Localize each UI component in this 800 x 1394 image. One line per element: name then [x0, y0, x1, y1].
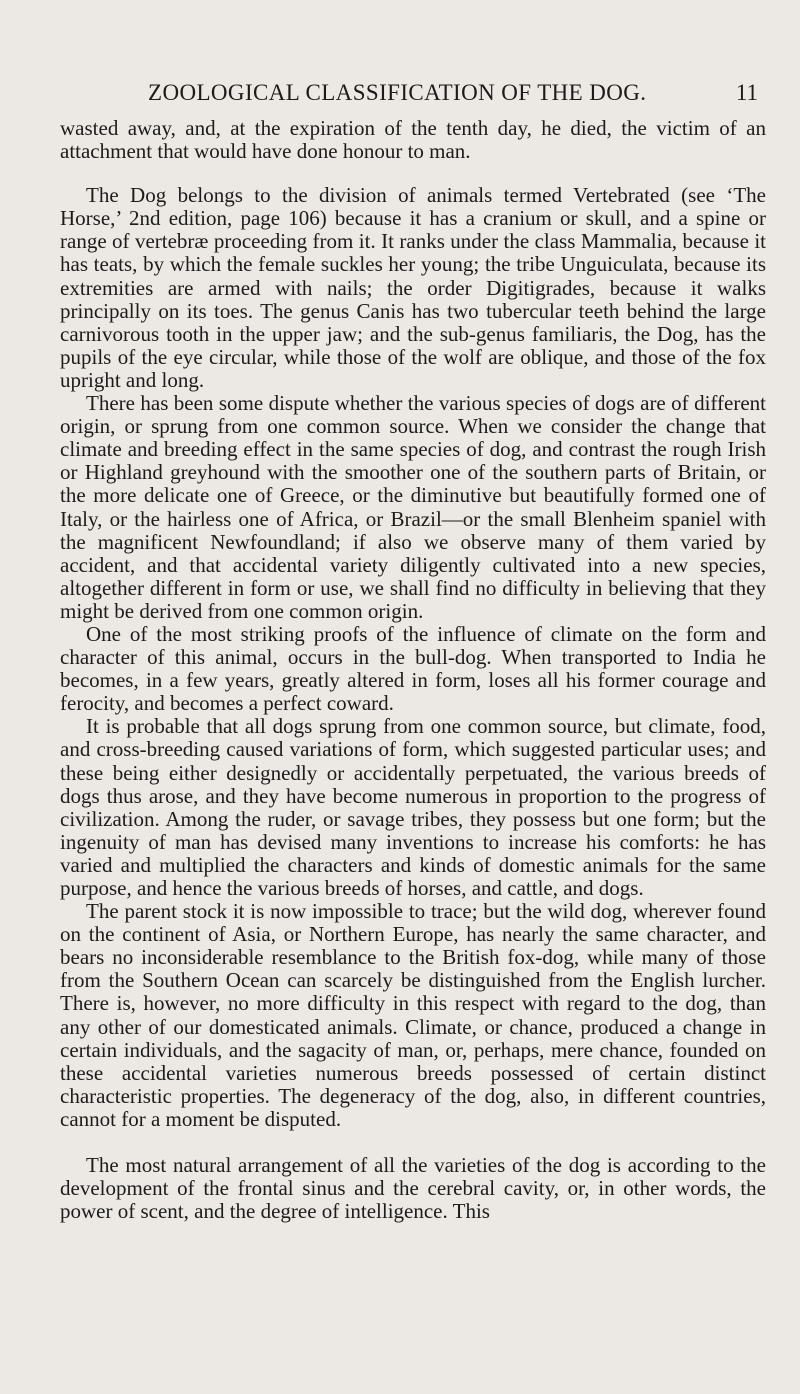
- paragraph-climate-influence: One of the most striking proofs of the influence of climate on the form and character of this animal, occurs in the bull-dog. When transported to India he becomes, in a few years, greatly altered in form, loses all his former courage and ferocity, and becomes a perfect coward.: [60, 621, 766, 716]
- paragraph-common-source: It is probable that all dogs sprung from one common source, but climate, food, and cross-breeding caused variations of form, which suggested particular uses; and these being either designedly or accidentally perpetuated, the various breeds of dogs thus arose, and they have become numerous in proportion to the progress of civilization. Among the ruder, or savage tribes, they possess but one form; but the ingenuity of man has devised many inventions to increase his comforts: he has varied and multiplied the characters and kinds of domestic animals for the same purpose, and hence the various breeds of horses, and cattle, and dogs.: [60, 714, 766, 900]
- page-number: 11: [735, 80, 758, 105]
- body-text: [60, 117, 766, 1223]
- paragraph-classification: The Dog belongs to the division of animals termed Vertebrated (see ‘The Horse,’ 2nd edition, page 106) because it has a cranium or skull, and a spine or range of vertebræ proceeding from it. It ranks under the class Mammalia, because it has teats, by which the female suckles her young; the tribe Unguiculata, because its extremities are armed with nails; the order Digitigrades, because it walks principally on its toes. The genus Canis has two tubercular teeth behind the large carnivorous tooth in the upper jaw; and the sub-genus familiaris, the Dog, has the pupils of the eye circular, while those of the wolf are oblique, and those of the fox upright and long.: [60, 183, 766, 392]
- paragraph-continuation: wasted away, and, at the expiration of the tenth day, he died, the victim of an attachment that would have done honour to man.: [60, 116, 766, 164]
- running-head: [148, 80, 758, 112]
- running-title: ZOOLOGICAL CLASSIFICATION OF THE DOG.: [148, 80, 647, 105]
- paragraph-natural-arrangement: The most natural arrangement of all the varieties of the dog is according to the development of the frontal sinus and the cerebral cavity, or, in other words, the power of scent, and the degree of intelligence. This: [60, 1153, 766, 1224]
- paragraph-parent-stock: The parent stock it is now impossible to trace; but the wild dog, wherever found on the continent of Asia, or Northern Europe, has nearly the same character, and bears no inconsiderable resemblance to the British fox-dog, while many of those from the Southern Ocean can scarcely be distinguished from the English lurcher. There is, however, no more difficulty in this respect with regard to the dog, than any other of our domesticated animals. Climate, or chance, produced a change in certain individuals, and the sagacity of man, or, perhaps, mere chance, founded on these accidental varieties numerous breeds possessed of certain distinct characteristic properties. The degeneracy of the dog, also, in different countries, cannot for a moment be disputed.: [60, 899, 766, 1131]
- paragraph-origin-dispute: There has been some dispute whether the various species of dogs are of different origin, or sprung from one common source. When we consider the change that climate and breeding effect in the same species of dog, and contrast the rough Irish or Highland greyhound with the smoother one of the southern parts of Britain, or the more delicate one of Greece, or the diminutive but beautifully formed one of Italy, or the hairless one of Africa, or Brazil—or the small Blenheim spaniel with the magnificent Newfoundland; if also we observe many of them varied by accident, and that accidental variety diligently cultivated into a new species, altogether different in form or use, we shall find no difficulty in believing that they might be derived from one common origin.: [60, 391, 766, 623]
